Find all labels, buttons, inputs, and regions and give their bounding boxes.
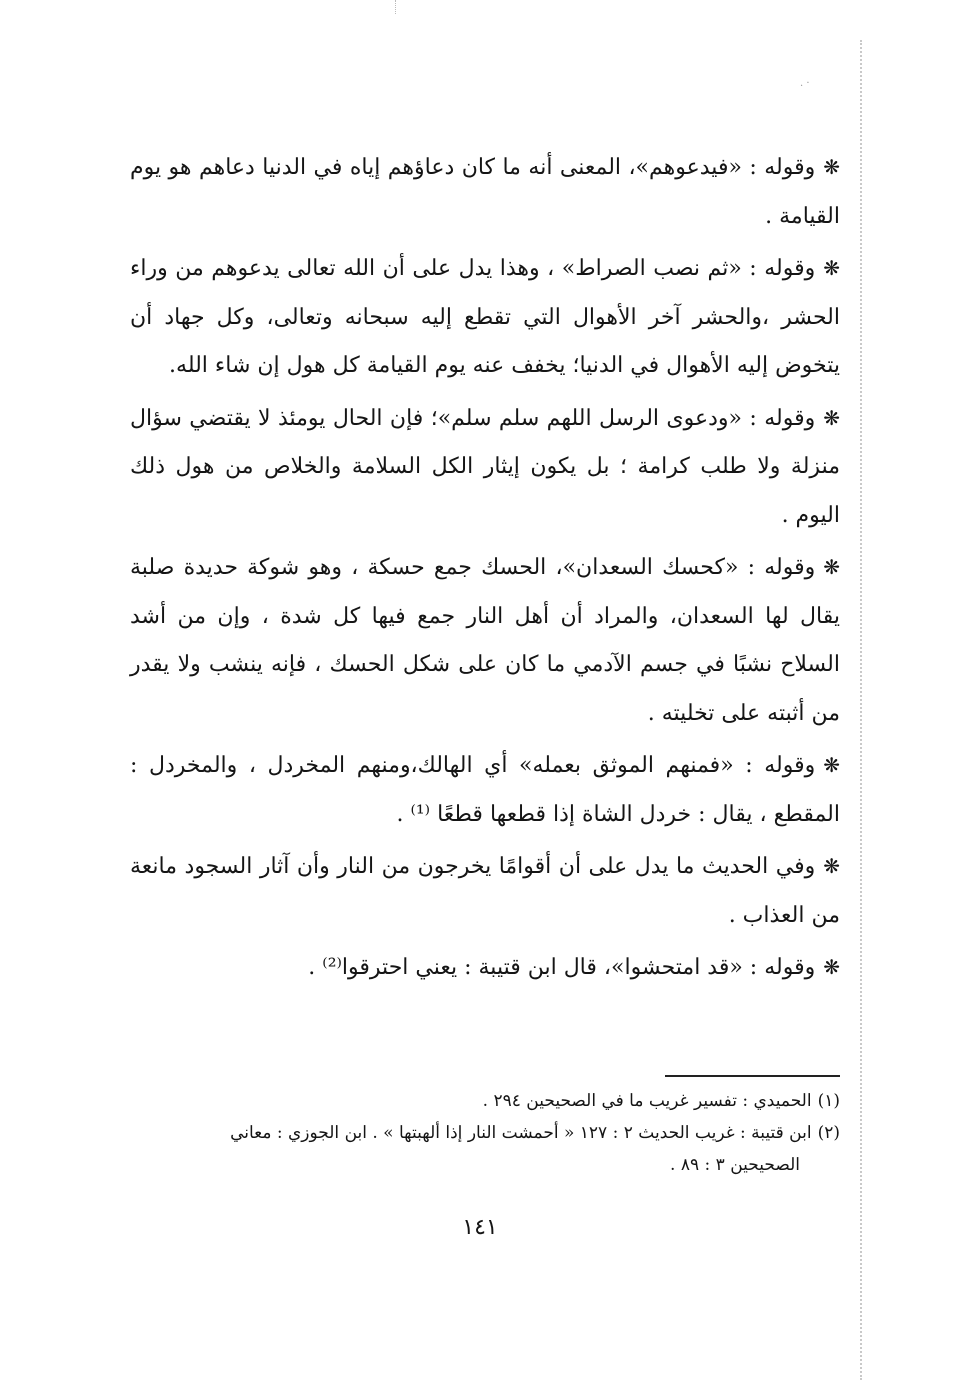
- asterism-icon: ❋: [823, 155, 840, 179]
- paragraph: [130, 543, 840, 738]
- paragraph-text: وقوله : «قد امتحشوا»، قال ابن قتيبة : يعني احترقوا⁽²⁾ .: [308, 955, 816, 980]
- asterism-icon: ❋: [823, 955, 840, 979]
- paragraph: [130, 394, 840, 541]
- paragraph-text: وفي الحديث ما يدل على أن أقوامًا يخرجون من النار وأن آثار السجود مانعة من العذاب .: [130, 854, 840, 928]
- paragraph-text: وقوله : «فمنهم الموثق بعمله» أي الهالك،ومنهم المخردل ، والمخردل : المقطع ، يقال : خردل الشاة إذا قطعها قطعًا ⁽¹⁾ .: [130, 753, 840, 827]
- main-text: [130, 143, 840, 996]
- footnote-text: ابن قتيبة : غريب الحديث ٢ : ١٢٧ « أحمشت النار إذا ألهبتها » . ابن الجوزي : معاني: [230, 1123, 812, 1143]
- asterism-icon: ❋: [823, 854, 840, 878]
- asterism-icon: ❋: [823, 555, 840, 579]
- paragraph-text: وقوله : «فيدعوهم»، المعنى أنه ما كان دعاؤهم إياه في الدنيا دعاهم هو يوم القيامة .: [130, 155, 840, 229]
- asterism-icon: ❋: [823, 753, 840, 777]
- asterism-icon: ❋: [823, 405, 840, 430]
- scan-artifact: [395, 0, 426, 14]
- paragraph-text: وقوله : «ثم نصب الصراط» ، وهذا يدل على أن الله تعالى يدعوهم من وراء الحشر ،والحشر آخر الأهوال التي تقطع إليه سبحانه وتعالى، وكل جهاد أن يتخوض إليه الأهوال في الدنيا؛ يخفف عنه يوم القيامة كل هول إن شاء الله.: [130, 256, 840, 378]
- scan-speck: . ·: [800, 78, 810, 89]
- paragraph: [130, 842, 840, 940]
- page-number: ١٤١: [462, 1215, 498, 1240]
- footnote-number: (٢): [817, 1123, 840, 1143]
- asterism-icon: ❋: [823, 256, 840, 280]
- paragraph: [130, 244, 840, 391]
- scan-edge-line: [860, 40, 862, 1380]
- footnote-number: (١): [817, 1091, 840, 1111]
- paragraph-text: وقوله : «كحسك السعدان»، الحسك جمع حسكة ، وهو شوكة حديدة صلبة يقال لها السعدان، والمراد أن أهل النار جمع فيها كل شدة ، وإن من أشد السلاح نشبًا في جسم الآدمي ما كان على شكل الحسك ، فإنه ينشب ولا يقدر من أثبته على تخليته .: [130, 555, 840, 726]
- paragraph: [130, 741, 840, 839]
- paragraph: [130, 143, 840, 241]
- footnote-divider: [665, 1075, 840, 1077]
- footnote: [130, 1117, 840, 1149]
- paragraph: [130, 943, 840, 993]
- footnote-text: الحميدي : تفسير غريب ما في الصحيحين ٢٩٤ .: [482, 1091, 812, 1111]
- footnote-continuation: الصحيحين ٣ : ٨٩ .: [670, 1155, 800, 1175]
- footnote: [130, 1085, 840, 1117]
- paragraph-text: وقوله : «ودعوى الرسل اللهم سلم سلم»؛ فإن الحال يومئذ لا يقتضي سؤال منزلة ولا طلب كرامة ؛ بل يكون إيثار الكل السلامة والخلاص من هول ذلك اليوم .: [130, 405, 840, 528]
- footnotes: [130, 1085, 840, 1181]
